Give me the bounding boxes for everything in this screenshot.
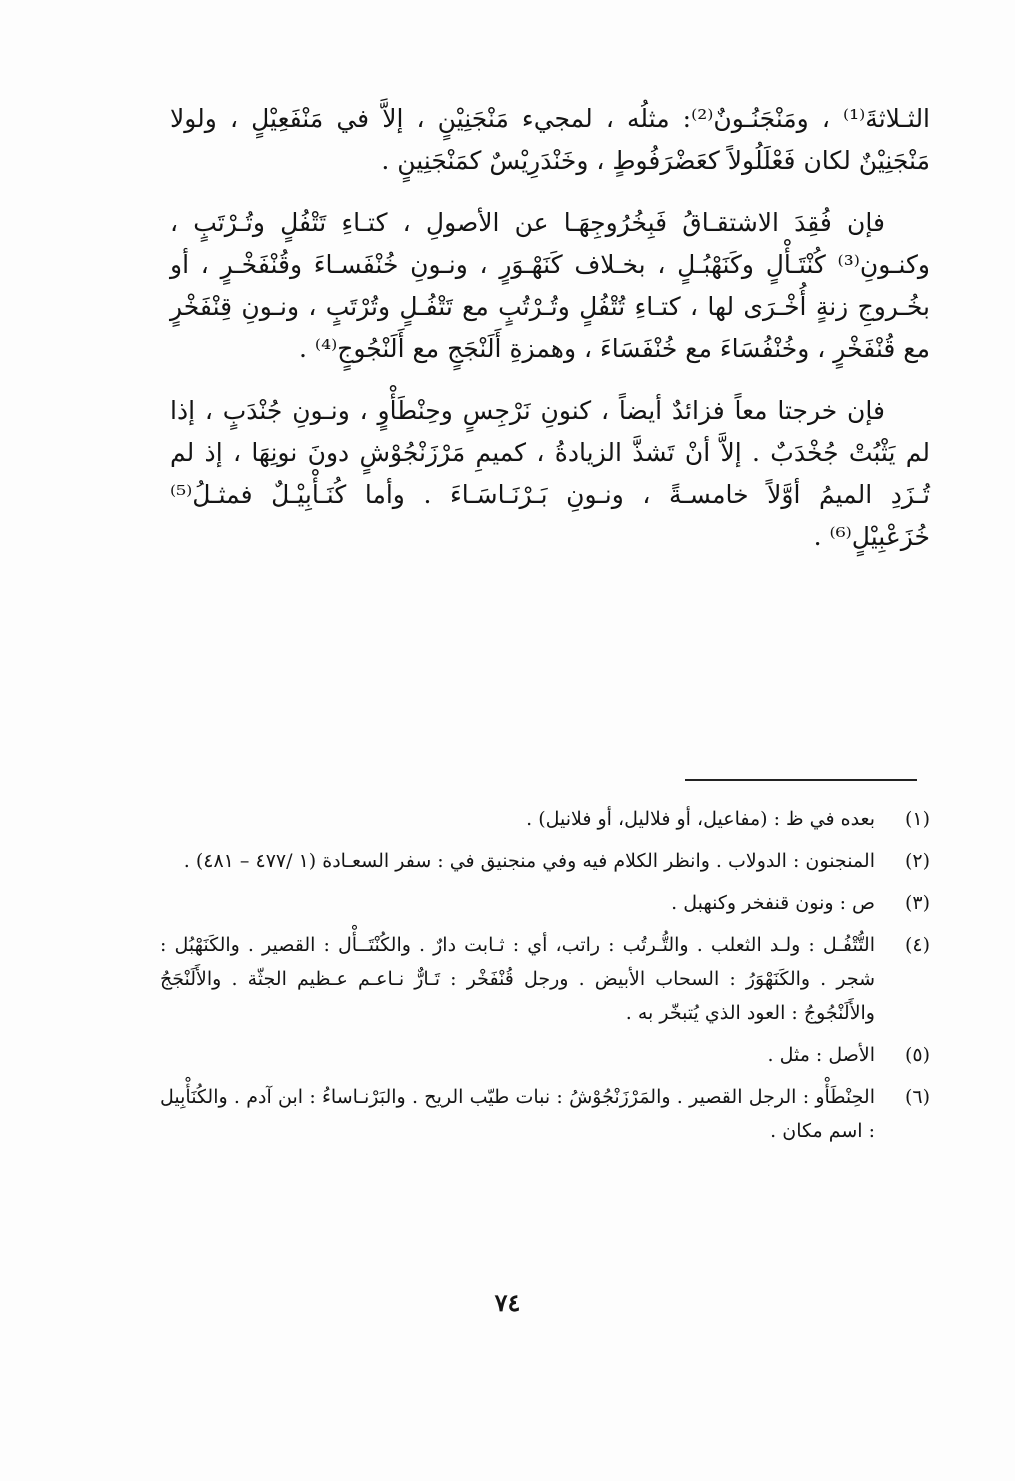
footnote-5 [160, 1038, 930, 1072]
paragraph-2: فإن فُقِدَ الاشتقـاقُ فَبِخُرُوجِهَـا عن الأصولِ ، كتـاءِ تَتْفُلٍ وتُـرْتَبٍ ، وكنـونِ⁽³⁾ كُنْتَـأْلٍ وكَنَهْبُـلٍ ، بخـلاف كَنَهْـوَرٍ ، ونـونِ خُنْفَسـاءَ وقُنْفَخْـرٍ ، أو بخُـروجِ زنةٍ أُخْـرَى لها ، كتـاءِ تُتْفُلٍ وتُـرْتُبٍ مع تَتْفُـلٍ وتُرْتَبٍ ، ونـونِ قِنْفَخْرٍ مع قُنْفَخْرٍ ، وخُنْفُسَاءَ مع خُنْفَسَاءَ ، وهمزةِ أَلَنْجَجٍ مع أَلَنْجُوجٍ⁽⁴⁾ . [170, 208, 930, 363]
main-text-body [170, 98, 930, 578]
footnote-number: (١) [904, 808, 930, 830]
footnote-text: ص : ونون قنفخر وكنهبل . [671, 892, 875, 914]
footnote-separator [685, 779, 917, 781]
footnote-text: بعده في ظ : (مفاعيل، أو فلاليل، أو فلانيل) . [526, 808, 875, 830]
footnote-number: (٣) [904, 892, 930, 914]
footnote-text: التُّتْفُـل : ولـد الثعلب . والتُّـرتُب : راتب، أي : ثـابت دارٌ . والكُنْتَــأْل : القصير . والكَنَهْبُل : شجر . والكَنَهْوَرُ : السحاب الأبيض . ورجل قُنْفَخْر : تَـارٌّ نـاعـم عـظيم الجثّة . والأَلَنْجَجُ والأَلَنْجُوجُ : العود الذي يُتبخّر به . [160, 934, 875, 1024]
footnote-4 [160, 928, 930, 1030]
footnote-number: (٤) [904, 934, 930, 956]
footnote-6 [160, 1080, 930, 1148]
footnote-number: (٦) [904, 1086, 930, 1108]
footnote-3 [160, 886, 930, 920]
footnote-text: الحِنْطَأْو : الرجل القصير . والمَرْزَنْجُوْشُ : نبات طيّب الريح . والبَرْنـاساءُ : ابن آدم . والكُنَأْبِيل : اسم مكان . [160, 1086, 875, 1142]
paragraph-3: فإن خرجتا معاً فزائدٌ أيضاً ، كنونِ نَرْجِسٍ وحِنْطَأْوٍ ، ونـونِ جُنْدَبٍ ، إذا لم يَثْبُتْ جُخْدَبٌ . إلاَّ أنْ تَشذَّ الزيادةُ ، كميمِ مَرْزَنْجُوْشٍ دونَ نونِهَا ، إذ لم تُـزَدِ الميمُ أوَّلاً خامسـةً ، ونـونِ بَـرْنَـاسَـاءَ . وأما كُنَـأْبِيْـلٌ فمثـلُ⁽⁵⁾ خُزَعْبِيْلٍ⁽⁶⁾ . [170, 396, 930, 551]
paragraph-1: الثـلاثةَ⁽¹⁾ ، ومَنْجَنُـونٌ⁽²⁾: مثلُه ، لمجيء مَنْجَنِيْنٍ ، إلاَّ في مَنْفَعِيْلٍ ، ولولا مَنْجَنِيْنٌ لكان فَعْلَلُولاً كعَضْرَفُوطٍ ، وخَنْدَرِيْسٌ كمَنْجَنِينٍ . [170, 104, 931, 175]
footnote-text: المنجنون : الدولاب . وانظر الكلام فيه وفي منجنيق في : سفر السعـادة (١ /٤٧٧ – ٤٨١) . [183, 850, 875, 872]
footnotes-section [160, 802, 930, 1156]
footnote-number: (٥) [904, 1044, 930, 1066]
footnote-number: (٢) [904, 850, 930, 872]
page-number: ٧٤ [494, 1288, 521, 1317]
footnote-1 [160, 802, 930, 836]
footnote-2 [160, 844, 930, 878]
footnote-text: الأصل : مثل . [767, 1044, 875, 1066]
